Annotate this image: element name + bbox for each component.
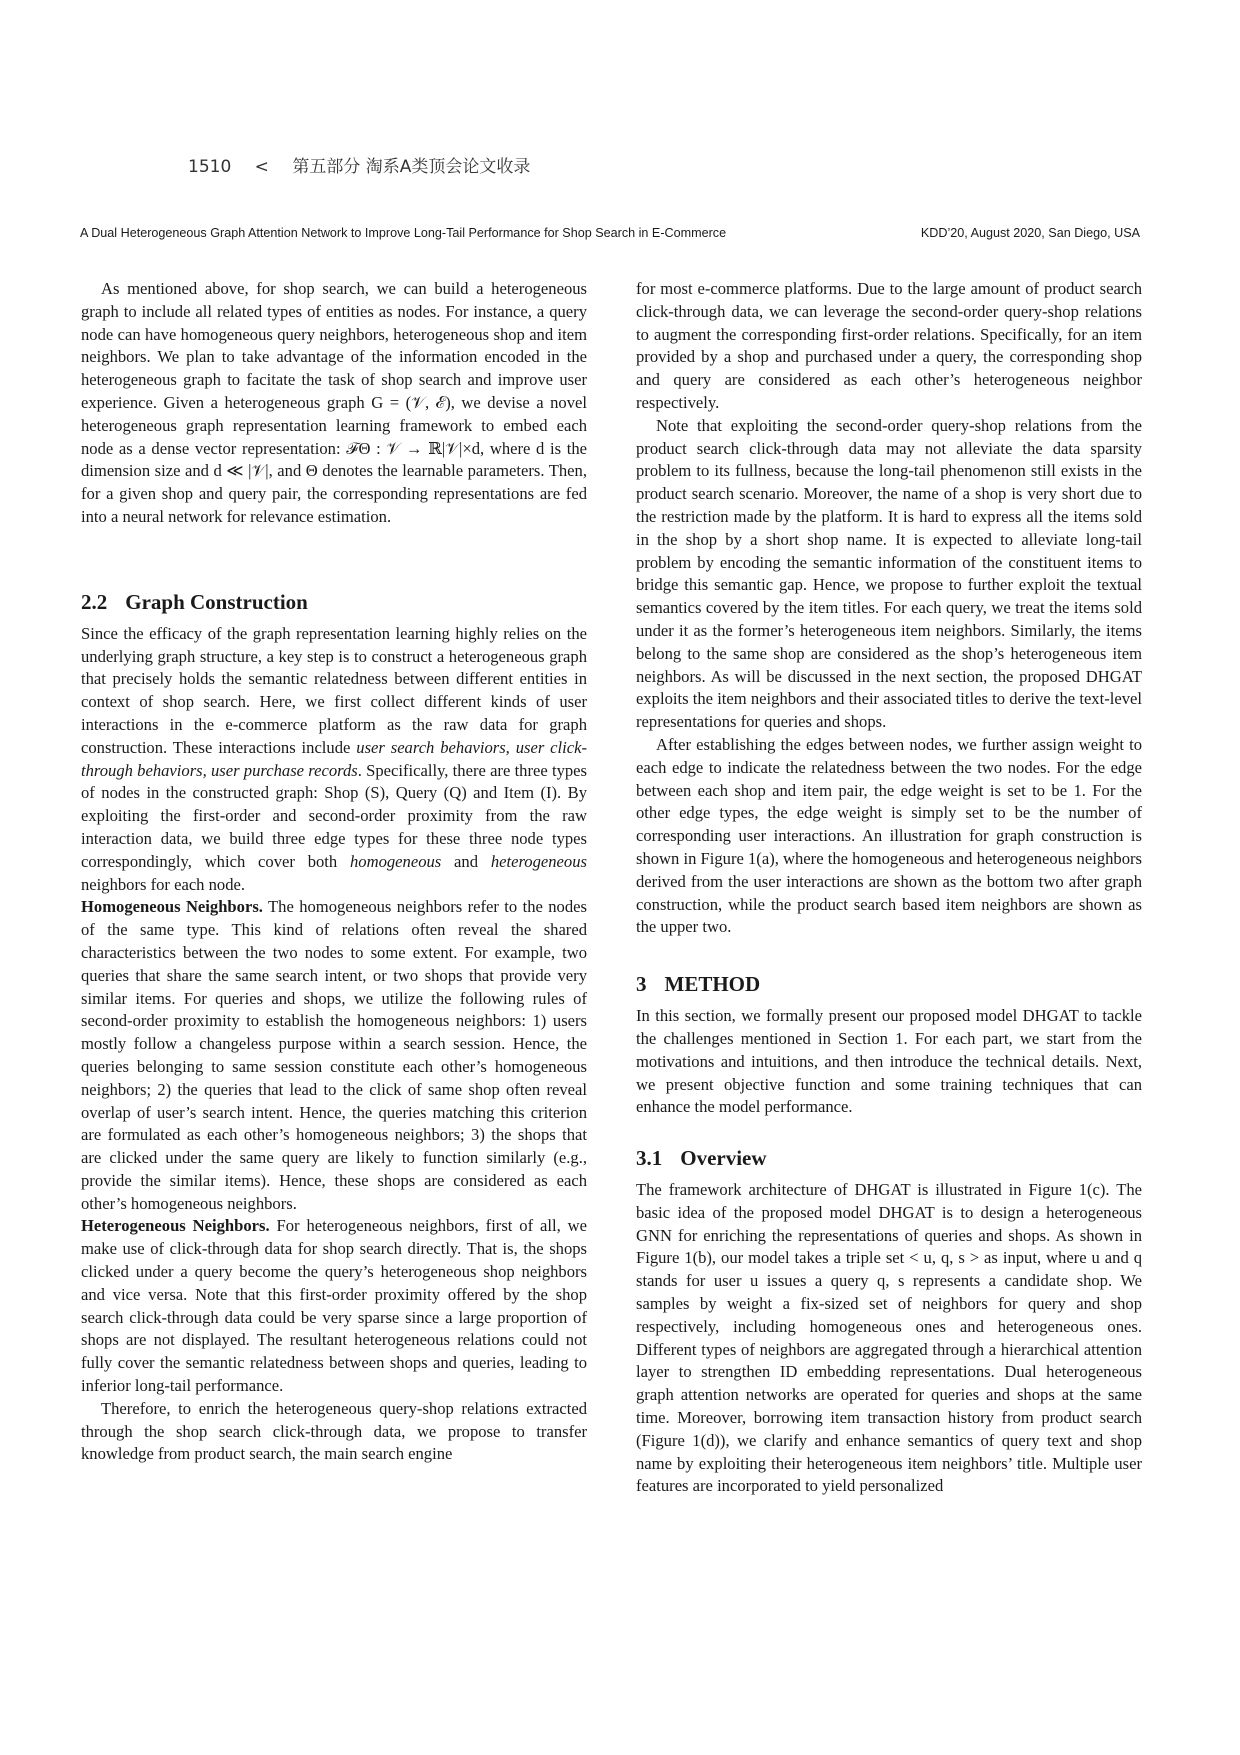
running-head-title: A Dual Heterogeneous Graph Attention Network to Improve Long-Tail Performance for Shop Search in E-Commerce	[80, 226, 727, 240]
paragraph-text: For heterogeneous neighbors, first of all, we make use of click-through data for shop search directly. That is, the shops clicked under a query become the query’s heterogeneous shop neighbors and vice versa. Note that this first-order proximity offered by the shop search click-through data could be very sparse since a large proportion of shops are not displayed. The resultant heterogeneous relations could not fully cover the semantic relatedness between shops and queries, leading to inferior long-tail performance.	[81, 1216, 587, 1396]
paragraph-text: . Specifically, there are three types of nodes in the constructed graph: Shop (S), Query (Q) and Item (I). By exploiting the first-order and second-order proximity from the raw interaction data, we build three edge types for these three node types correspondingly, which cover both	[81, 760, 587, 871]
section-heading-3	[636, 971, 1142, 997]
book-part-title: 第五部分 淘系A类顶会论文收录	[292, 157, 531, 177]
left-column	[81, 278, 587, 1466]
run-in-heading: Heterogeneous Neighbors.	[81, 1216, 270, 1236]
paragraph-text: The homogeneous neighbors refer to the nodes of the same type. This kind of relations often reveal the shared characteristics between the two nodes to some extent. For example, two queries that share the same search intent, or two shops that provide very similar items. For queries and shops, we utilize the following rules of second-order proximity to establish the homogeneous neighbors: 1) users mostly follow a changeless purpose within a search session. Hence, the queries belonging to same session constitute each other’s homogeneous neighbors; 2) the queries that lead to the click of same shop often reveal overlap of user’s search intent. Hence, the queries matching this criterion are formulated as each other’s homogeneous neighbors; 3) the shops that are clicked under the same query are likely to function similarly (e.g., provide the similar items). Hence, these shops are considered as each other’s homogeneous neighbors.	[81, 897, 587, 1213]
edge-weight-paragraph: After establishing the edges between nodes, we further assign weight to each edge to indicate the relatedness between the two nodes. For the edge between each shop and item pair, the edge weight is set to be 1. For the other edge types, the edge weight is simply set to be the number of corresponding user interactions. An illustration for graph construction is shown in Figure 1(a), where the homogeneous and heterogeneous neighbors derived from the user interactions are shown as the bottom two after graph construction, while the product search based item neighbors are shown as the upper two.	[636, 734, 1142, 937]
section-number: 3.1	[636, 1146, 663, 1171]
therefore-paragraph: Therefore, to enrich the heterogeneous query-shop relations extracted through the shop search click-through data, we propose to transfer knowledge from product search, the main search engine	[81, 1398, 587, 1464]
heterogeneous-neighbors-paragraph	[81, 1215, 587, 1397]
section-number: 2.2	[81, 589, 108, 614]
paragraph-text: Since the efficacy of the graph representation learning highly relies on the underlying graph structure, a key step is to construct a heterogeneous graph that precisely holds the semantic relatedness between different entities in context of shop search. Here, we first collect different kinds of user interactions in the e-commerce platform as the raw data for graph construction. These interactions include	[81, 623, 587, 757]
running-head	[80, 226, 1140, 246]
section-heading-3-1	[636, 1145, 1142, 1171]
overview-paragraph: The framework architecture of DHGAT is illustrated in Figure 1(c). The basic idea of the proposed model DHGAT is to design a heterogeneous GNN for enriching the representations of queries and shops. As shown in Figure 1(b), our model takes a triple set < u, q, s > as input, where u and q stands for user u issues a query q, s represents a candidate shop. We samples by weight a fix-sized set of neighbors for query and shop respectively, including homogeneous ones and heterogeneous ones. Different types of neighbors are aggregated through a hierarchical attention layer to strengthen ID embedding representations. Dual heterogeneous graph attention networks are operated for queries and shops at the same time. Moreover, borrowing item transaction history from product search (Figure 1(d)), we clarify and enhance semantics of query text and shop name by exploiting their heterogeneous item neighbors’ title. Multiple user features are incorporated to yield personalized	[636, 1180, 1142, 1496]
intro-paragraph: As mentioned above, for shop search, we can build a heterogeneous graph to include all related types of entities as nodes. For instance, a query node can have homogeneous query neighbors, heterogeneous shop and item neighbors. We plan to take advantage of the information encoded in the heterogeneous graph to facitate the task of shop search and improve user experience. Given a heterogeneous graph G = (𝒱, ℰ), we devise a novel heterogeneous graph representation learning framework to embed each node as a dense vector representation: ℱΘ : 𝒱 → ℝ|𝒱|×d, where d is the dimension size and d ≪ |𝒱|, and Θ denotes the learnable parameters. Then, for a given shop and query pair, the corresponding representations are fed into a neural network for relevance estimation.	[81, 279, 587, 526]
italic-text: heterogeneous	[490, 851, 587, 871]
running-head-venue: KDD’20, August 2020, San Diego, USA	[920, 226, 1140, 240]
book-header	[188, 152, 548, 177]
run-in-heading: Homogeneous Neighbors.	[81, 897, 263, 917]
note-paragraph: Note that exploiting the second-order query-shop relations from the product search click-through data may not alleviate the data sparsity problem to its fullness, because the long-tail phenomenon still exists in the product search scenario. Moreover, the name of a shop is very short due to the restriction made by the platform. It is hard to express all the items sold in the shop by a short shop name. It is expected to alleviate long-tail problem by encoding the semantic information of the constituent items to bridge this semantic gap. Hence, we propose to further exploit the textual semantics covered by the item titles. For each query, we treat the items sold under it as the former’s heterogeneous item neighbors. Similarly, the items belong to the same shop are considered as the shop’s heterogeneous item neighbors. As will be discussed in the next section, the proposed DHGAT exploits the item neighbors and their associated titles to derive the text-level representations for queries and shops.	[636, 415, 1142, 732]
paragraph-text: neighbors for each node.	[81, 874, 246, 894]
book-header-separator: <	[254, 157, 269, 177]
continued-paragraph: for most e-commerce platforms. Due to the large amount of product search click-through data, we can leverage the second-order query-shop relations to augment the corresponding first-order relations. Specifically, for an item provided by a shop and purchased under a query, the corresponding shop and query are considered as each other’s heterogeneous neighbor respectively.	[636, 279, 1142, 412]
italic-text: user search behaviors, user click-through behaviors, user purchase records	[81, 737, 588, 780]
homogeneous-neighbors-paragraph	[81, 896, 587, 1215]
section-title: Overview	[680, 1146, 767, 1171]
section-title: METHOD	[664, 972, 761, 997]
paragraph-text: and	[454, 851, 479, 871]
graph-construction-paragraph	[81, 623, 587, 897]
italic-text: homogeneous	[350, 851, 442, 871]
section-heading-2-2	[81, 589, 587, 615]
right-column	[636, 278, 1142, 1498]
section-title: Graph Construction	[125, 589, 308, 614]
method-paragraph: In this section, we formally present our proposed model DHGAT to tackle the challenges mentioned in Section 1. For each part, we start from the motivations and intuitions, and then introduce the technical details. Next, we present objective function and some training techniques that can enhance the model performance.	[636, 1006, 1142, 1117]
section-number: 3	[636, 972, 647, 997]
book-page-number: 1510	[188, 157, 232, 177]
